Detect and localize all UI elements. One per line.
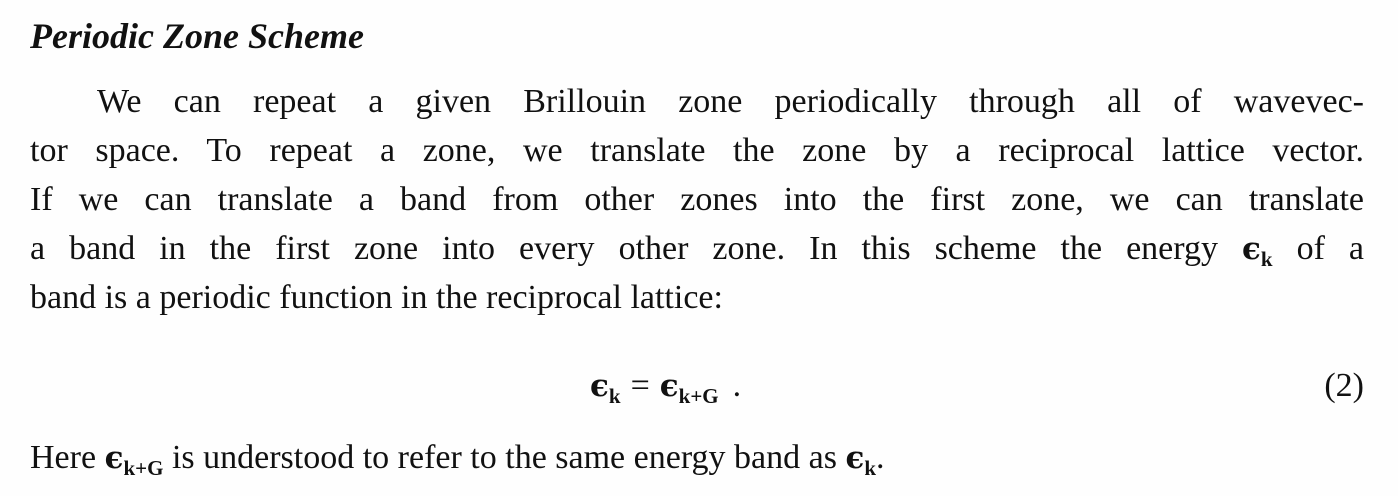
paragraph-line-2: tor space. To repeat a zone, we translate the zone by a reciprocal lattice vector. (30, 132, 1364, 169)
energy-symbol: ϵ (1241, 231, 1261, 267)
eq-lhs-symbol: ϵ (590, 368, 609, 404)
final-sentence-start: Here (30, 439, 105, 476)
section-heading: Periodic Zone Scheme (30, 16, 364, 56)
final-subscript-2: k (864, 456, 877, 480)
final-symbol-2: ϵ (845, 440, 865, 476)
final-symbol-1: ϵ (104, 440, 124, 476)
paragraph-line-1: We can repeat a given Brillouin zone periodically through all of wavevec- (97, 83, 1364, 120)
equation-periodicity (590, 362, 741, 410)
eq-rhs-symbol: ϵ (659, 368, 679, 404)
paragraph-line-4-text-after: of a (1272, 230, 1364, 267)
paragraph-line-4-text-before: a band in the first zone into every other zone. In this scheme the energy (30, 230, 1242, 267)
eq-trailing-dot: . (732, 367, 742, 404)
paragraph-line-3: If we can translate a band from other zones into the first zone, we can translate (30, 181, 1364, 218)
final-subscript-1: k+G (123, 456, 164, 480)
energy-subscript-k: k (1260, 247, 1273, 271)
final-sentence (30, 434, 885, 482)
eq-lhs-subscript: k (608, 384, 621, 408)
final-sentence-middle: is understood to refer to the same energy band as (163, 439, 846, 476)
final-period: . (876, 439, 885, 476)
eq-equals-sign: = (630, 367, 650, 404)
paragraph-line-5: band is a periodic function in the reciprocal lattice: (30, 279, 723, 316)
equation-number: (2) (1324, 367, 1364, 404)
paragraph-line-4 (30, 225, 1364, 273)
eq-rhs-subscript: k+G (678, 384, 719, 408)
